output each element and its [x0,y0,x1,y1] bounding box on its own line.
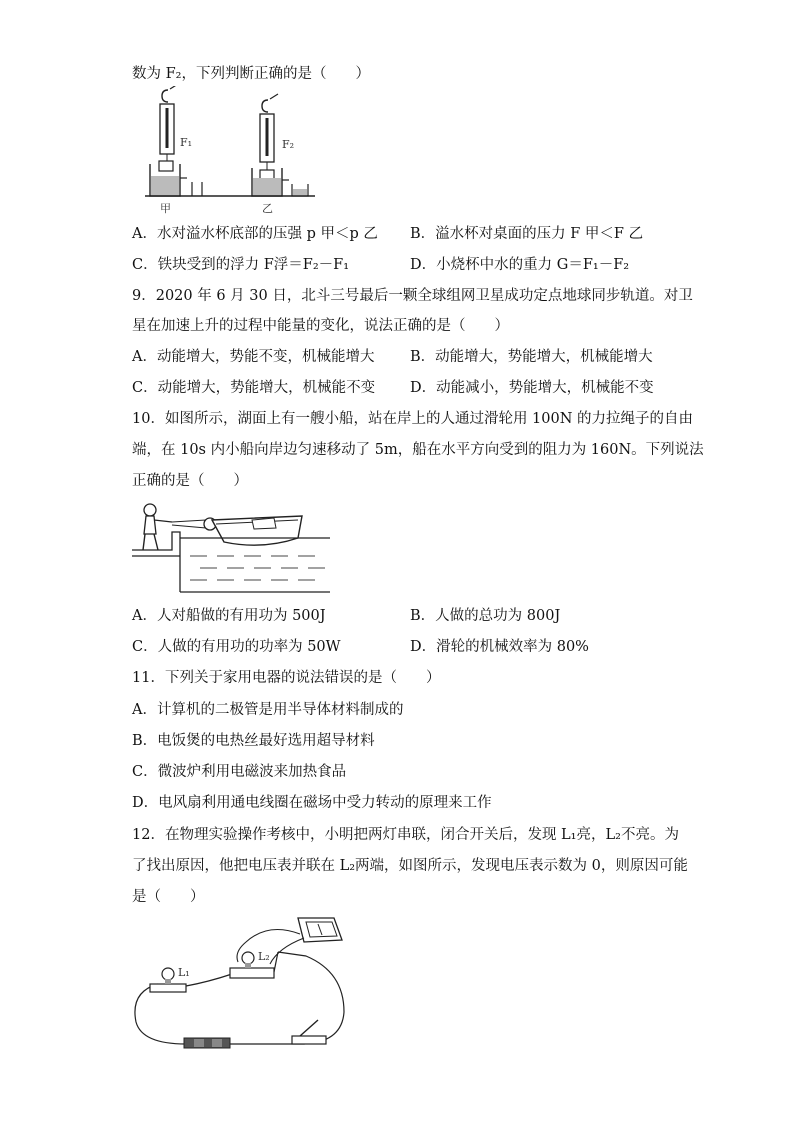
q12-line-1: 12．在物理实验操作考核中，小明把两灯串联，闭合开关后，发现 L₁亮，L₂不亮。为 [132,827,679,843]
switch [292,1020,326,1044]
label-l2: L₂ [258,950,270,963]
battery [184,1038,230,1048]
q10-figure [132,498,332,598]
q11-option-b: B．电饭煲的电热丝最好选用超导材料 [132,733,375,749]
label-f2: F₂ [282,138,295,151]
q12-line-2: 了找出原因，他把电压表并联在 L₂两端，如图所示，发现电压表示数为 0，则原因可能 [132,858,688,874]
spring-scale-left [159,86,178,171]
q8-intro: 数为 F₂，下列判断正确的是（ ） [132,66,370,82]
person-figure [143,504,172,550]
label-l1: L₁ [178,966,190,979]
q10-line-3: 正确的是（ ） [132,473,248,489]
q9-option-d: D．动能减小，势能增大，机械能不变 [410,380,654,396]
q8-option-a: A．水对溢水杯底部的压强 p 甲＜p 乙 [132,226,378,242]
spring-scale-right [260,94,278,180]
label-f1: F₁ [180,136,193,149]
q10-option-b: B．人做的总功为 800J [410,608,561,624]
q8-option-b: B．溢水杯对桌面的压力 F 甲＜F 乙 [410,226,644,242]
q9-option-b: B．动能增大，势能增大，机械能增大 [410,349,653,365]
q11-option-d: D．电风扇利用通电线圈在磁场中受力转动的原理来工作 [132,795,492,811]
q11-option-a: A．计算机的二极管是用半导体材料制成的 [132,702,404,718]
q12-line-3: 是（ ） [132,889,205,905]
q11-option-c: C．微波炉利用电磁波来加热食品 [132,764,347,780]
q8-option-d: D．小烧杯中水的重力 G＝F₁－F₂ [410,257,630,273]
q8-figure [140,86,320,216]
label-jia: 甲 [160,202,171,215]
q9-line-1: 9．2020 年 6 月 30 日，北斗三号最后一颗全球组网卫星成功定点地球同步轨道。对卫 [132,288,693,304]
boat [212,516,302,545]
q10-line-2: 端，在 10s 内小船向岸边匀速移动了 5m，船在水平方向受到的阻力为 160N。下列说法 [132,442,704,458]
voltmeter [298,918,342,942]
q8-option-c: C．铁块受到的浮力 F浮＝F₂－F₁ [132,257,350,273]
q12-figure [128,912,358,1062]
label-yi: 乙 [262,202,273,215]
q10-option-d: D．滑轮的机械效率为 80% [410,639,589,655]
q10-line-1: 10．如图所示，湖面上有一艘小船，站在岸上的人通过滑轮用 100N 的力拉绳子的自由 [132,411,694,427]
q10-option-a: A．人对船做的有用功为 500J [132,608,326,624]
q9-line-2: 星在加速上升的过程中能量的变化，说法正确的是（ ） [132,318,509,334]
q11-line-1: 11．下列关于家用电器的说法错误的是（ ） [132,670,441,686]
q10-option-c: C．人做的有用功的功率为 50W [132,639,341,655]
q9-option-a: A．动能增大，势能不变，机械能增大 [132,349,375,365]
q9-option-c: C．动能增大，势能增大，机械能不变 [132,380,376,396]
